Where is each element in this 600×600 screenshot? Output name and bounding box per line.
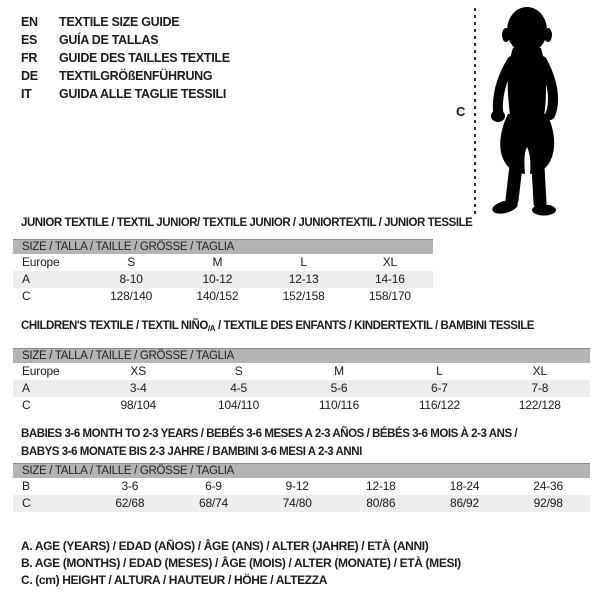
row-label: B [22, 479, 30, 493]
table-cell: 86/92 [449, 496, 479, 510]
table-cell: 9-12 [285, 479, 309, 493]
table-cell: M [334, 364, 344, 378]
size-table-junior [13, 239, 433, 305]
row-label: Europe [22, 255, 60, 269]
table-cell: 12-13 [288, 272, 319, 286]
table-cell: 7-8 [531, 381, 549, 395]
language-code: FR [21, 51, 38, 65]
table-cell: 62/68 [115, 496, 145, 510]
language-row-it [21, 85, 230, 103]
table-cell: 12-18 [365, 479, 396, 493]
language-code: EN [21, 15, 38, 29]
table-cell: 5-6 [330, 381, 348, 395]
title-line-1: BABIES 3-6 MONTH TO 2-3 YEARS / BEBÉS 3-6 MESES A 2-3 AÑOS / BÉBÉS 3-6 MOIS À 2-3 ANS / [21, 428, 518, 440]
row-label: A [22, 381, 30, 395]
footnote-a: A. AGE (YEARS) / EDAD (AÑOS) / ÂGE (ANS) / ALTER (JAHRE) / ETÀ (ANNI) [21, 539, 429, 553]
table-cell: 80/86 [366, 496, 396, 510]
language-label: TEXTILGRÖßENFÜHRUNG [59, 69, 213, 83]
row-label: C [22, 398, 31, 412]
table-cell: 8-10 [119, 272, 143, 286]
table-cell: XL [532, 364, 547, 378]
table-header: SIZE / TALLA / TAILLE / GRÖSSE / TAGLIA [13, 348, 590, 363]
row-label: C [22, 496, 31, 510]
footnotes [21, 538, 461, 589]
table-cell: 128/140 [110, 289, 153, 303]
language-code: IT [21, 87, 32, 101]
table-cell: 3-6 [121, 479, 139, 493]
title-subscript: /A [207, 324, 216, 333]
language-row-es [21, 31, 230, 49]
language-label: GUIDA ALLE TAGLIE TESSILI [59, 87, 227, 101]
title-text: CHILDREN'S TEXTILE / TEXTIL NIÑO [21, 320, 208, 332]
table-row-height [13, 495, 590, 512]
table-cell: 110/116 [318, 398, 360, 412]
table-cell: 92/98 [533, 496, 563, 510]
language-label: GUIDE DES TAILLES TEXTILE [59, 51, 230, 65]
row-label: A [22, 272, 30, 286]
table-row-height [13, 397, 590, 414]
table-cell: XL [382, 255, 398, 269]
language-row-fr [21, 49, 230, 67]
baby-silhouette-icon [478, 4, 576, 216]
title-text: / TEXTILE DES ENFANTS / KINDERTEXTIL / BAMBINI TESSILE [215, 320, 535, 332]
size-table-babies [13, 463, 590, 512]
language-row-en [21, 13, 230, 31]
table-cell: 158/170 [368, 289, 411, 303]
table-cell: 122/128 [518, 398, 561, 412]
language-label: TEXTILE SIZE GUIDE [59, 15, 180, 29]
row-label: Europe [22, 364, 60, 378]
table-cell: 6-7 [431, 381, 448, 395]
section-title-junior: JUNIOR TEXTILE / TEXTIL JUNIOR/ TEXTILE JUNIOR / JUNIORTEXTIL / JUNIOR TESSILE [21, 217, 473, 229]
height-dashed-line [474, 8, 476, 218]
language-label: GUÍA DE TALLAS [59, 33, 159, 47]
height-measure-label: C [456, 104, 466, 119]
table-header: SIZE / TALLA / TAILLE / GRÖSSE / TAGLIA [13, 463, 590, 478]
table-cell: L [436, 364, 443, 378]
table-cell: M [212, 255, 223, 269]
language-list [21, 13, 230, 103]
table-row-age [13, 271, 433, 288]
table-cell: 4-5 [230, 381, 247, 395]
table-row-months [13, 478, 590, 495]
table-cell: 104/110 [218, 398, 260, 412]
table-cell: L [300, 255, 307, 269]
section-title-babies [21, 425, 517, 461]
table-row-height [13, 288, 433, 305]
table-row-europe [13, 363, 590, 380]
footnote-b: B. AGE (MONTHS) / EDAD (MESES) / ÂGE (MOIS) / ALTER (MONATE) / ETÀ (MESI) [21, 556, 461, 570]
table-header: SIZE / TALLA / TAILLE / GRÖSSE / TAGLIA [13, 239, 433, 254]
table-cell: 18-24 [449, 479, 480, 493]
table-row-age [13, 380, 590, 397]
footnote-c: C. (cm) HEIGHT / ALTURA / HAUTEUR / HÖHE / ALTEZZA [21, 573, 328, 587]
language-row-de [21, 67, 230, 85]
table-row-europe [13, 254, 433, 271]
table-cell: 6-9 [205, 479, 222, 493]
table-cell: 116/122 [418, 398, 460, 412]
table-cell: S [234, 364, 243, 378]
row-label: C [22, 289, 31, 303]
title-line-2: BABYS 3-6 MONATE BIS 2-3 JAHRE / BAMBINI 3-6 MESI A 2-3 ANNI [21, 446, 362, 458]
language-code: DE [21, 69, 38, 83]
table-cell: 10-12 [202, 272, 233, 286]
table-cell: 152/158 [282, 289, 325, 303]
size-table-children [13, 348, 590, 414]
language-code: ES [21, 33, 38, 47]
table-cell: 140/152 [196, 289, 239, 303]
table-cell: 74/80 [282, 496, 312, 510]
table-cell: 98/104 [120, 398, 156, 412]
section-title-children [21, 317, 534, 338]
table-cell: 24-36 [533, 479, 563, 493]
table-cell: 14-16 [375, 272, 405, 286]
table-cell: 68/74 [198, 496, 228, 510]
table-cell: 3-4 [129, 381, 147, 395]
table-cell: XS [130, 364, 146, 378]
table-cell: S [127, 255, 136, 269]
